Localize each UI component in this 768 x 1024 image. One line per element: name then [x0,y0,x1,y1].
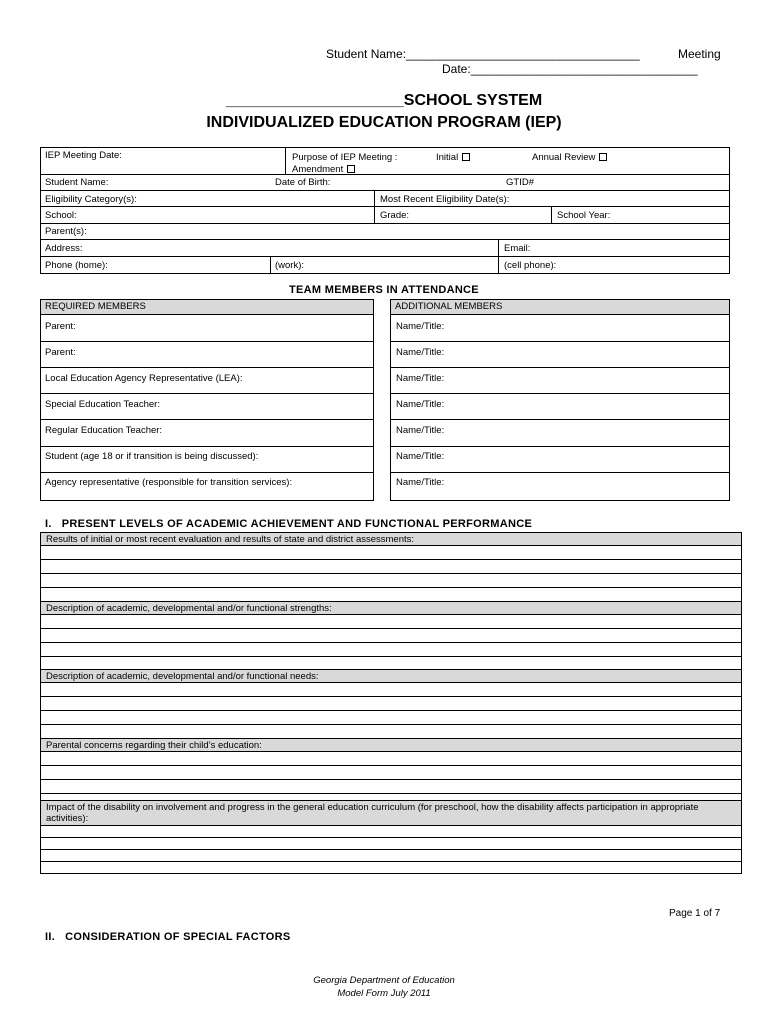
initial-checkbox[interactable] [436,152,470,163]
additional-member-field[interactable]: Name/Title: [396,425,445,436]
phone-cell-field[interactable]: (cell phone): [504,260,557,271]
date-label: Date: [442,62,471,76]
evaluation-results-line[interactable] [40,574,742,588]
parental-concerns-line[interactable] [40,780,742,794]
disability-impact-label: Impact of the disability on involvement and progress in the general education curriculum (for preschool, how the disability affects participation in appropriate activities): [40,800,742,826]
checkbox-icon[interactable] [462,153,470,161]
iep-meeting-date-field[interactable]: IEP Meeting Date: [45,150,122,161]
parental-concerns-line[interactable] [40,752,742,766]
disability-impact-line[interactable] [40,838,742,850]
strengths-line[interactable] [40,615,742,629]
phone-work-field[interactable]: (work): [275,260,305,271]
required-member-field[interactable]: Local Education Agency Representative (LEA): [45,373,243,384]
strengths-label: Description of academic, developmental and/or functional strengths: [40,601,742,615]
section-1-text: PRESENT LEVELS OF ACADEMIC ACHIEVEMENT AND FUNCTIONAL PERFORMANCE [61,518,533,530]
required-member-field[interactable]: Parent: [45,321,76,332]
evaluation-results-line[interactable] [40,588,742,602]
student-name-line [326,47,640,61]
needs-line[interactable] [40,711,742,725]
additional-member-field[interactable]: Name/Title: [396,477,445,488]
school-year-field[interactable]: School Year: [557,210,611,221]
section-1-title [45,518,532,530]
school-system-blank[interactable]: ____________________ [225,92,404,109]
page-number: Page 1 of 7 [669,908,721,919]
disability-impact-line[interactable] [40,826,742,838]
gtid-field[interactable]: GTID# [506,177,534,188]
date-blank[interactable]: __________________________________ [470,62,698,76]
needs-line[interactable] [40,683,742,697]
date-line [442,62,698,76]
footer-model-form: Model Form July 2011 [337,988,431,999]
section-1-number: I. [45,518,52,530]
section-2-text: CONSIDERATION OF SPECIAL FACTORS [65,931,291,943]
grade-field[interactable]: Grade: [380,210,410,221]
student-name-field[interactable]: Student Name: [45,177,109,188]
parents-field[interactable]: Parent(s): [45,226,87,237]
meeting-label: Meeting [678,47,721,61]
checkbox-icon[interactable] [599,153,607,161]
evaluation-results-line[interactable] [40,560,742,574]
disability-impact-line[interactable] [40,850,742,862]
required-member-field[interactable]: Special Education Teacher: [45,399,160,410]
parental-concerns-line[interactable] [40,766,742,780]
section-2-number: II. [45,931,56,943]
school-field[interactable]: School: [45,210,77,221]
additional-member-field[interactable]: Name/Title: [396,321,445,332]
additional-member-field[interactable]: Name/Title: [396,347,445,358]
amendment-label: Amendment [292,164,344,175]
additional-members-header: ADDITIONAL MEMBERS [390,299,730,315]
student-name-label: Student Name: [326,47,407,61]
team-members-title: TEAM MEMBERS IN ATTENDANCE [289,284,479,296]
needs-line[interactable] [40,697,742,711]
required-member-field[interactable]: Parent: [45,347,76,358]
additional-member-field[interactable]: Name/Title: [396,373,445,384]
initial-label: Initial [436,152,459,163]
additional-member-field[interactable]: Name/Title: [396,399,445,410]
purpose-label: Purpose of IEP Meeting : [292,152,398,163]
dob-field[interactable]: Date of Birth: [275,177,331,188]
student-name-blank[interactable]: ___________________________________ [406,47,640,61]
amendment-checkbox[interactable] [292,164,355,175]
additional-member-field[interactable]: Name/Title: [396,451,445,462]
needs-line[interactable] [40,725,742,739]
email-field[interactable]: Email: [504,243,531,254]
needs-label: Description of academic, developmental and/or functional needs: [40,669,742,683]
parental-concerns-label: Parental concerns regarding their child’s education: [40,738,742,752]
strengths-line[interactable] [40,643,742,657]
evaluation-results-label: Results of initial or most recent evaluation and results of state and district assessments: [40,532,742,546]
disability-impact-line[interactable] [40,862,742,874]
section-2-title [45,931,291,943]
annual-review-checkbox[interactable] [532,152,607,163]
recent-eligibility-field[interactable]: Most Recent Eligibility Date(s): [380,194,510,205]
required-members-header: REQUIRED MEMBERS [40,299,374,315]
required-member-field[interactable]: Agency representative (responsible for transition services): [45,477,293,488]
phone-home-field[interactable]: Phone (home): [45,260,108,271]
required-member-field[interactable]: Regular Education Teacher: [45,425,163,436]
required-member-field[interactable]: Student (age 18 or if transition is being discussed): [45,451,259,462]
address-field[interactable]: Address: [45,243,83,254]
eligibility-category-field[interactable]: Eligibility Category(s): [45,194,137,205]
footer-org: Georgia Department of Education [313,975,455,986]
annual-review-label: Annual Review [532,152,596,163]
iep-title: INDIVIDUALIZED EDUCATION PROGRAM (IEP) [206,114,562,131]
school-system-label: SCHOOL SYSTEM [403,92,543,109]
evaluation-results-line[interactable] [40,546,742,560]
school-system-title [0,92,768,110]
checkbox-icon[interactable] [347,165,355,173]
strengths-line[interactable] [40,629,742,643]
